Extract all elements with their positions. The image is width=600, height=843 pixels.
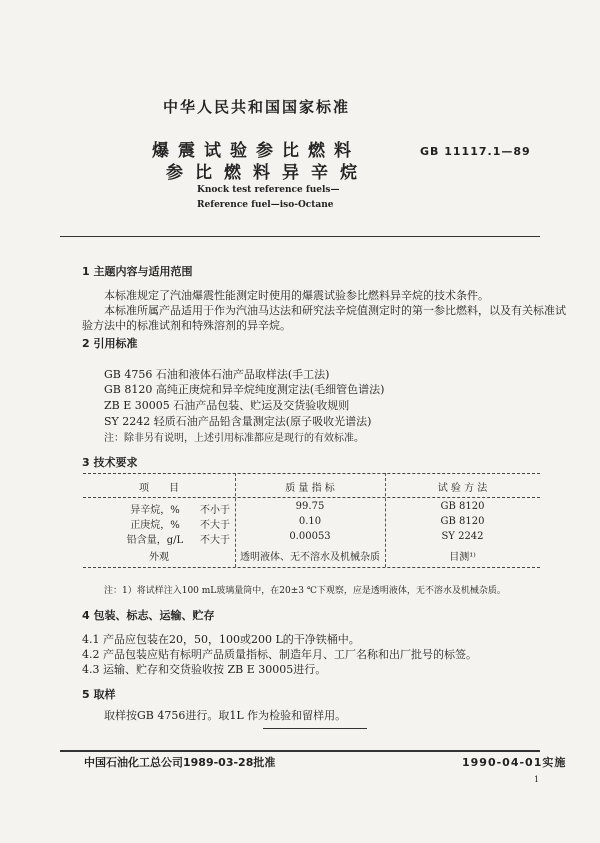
english-title-line1: Knock test reference fuels— — [197, 185, 340, 195]
section-2-note: 注：除非另有说明，上述引用标准都应是现行的有效标准。 — [104, 433, 364, 444]
row-method: GB 8120 — [440, 516, 485, 527]
table-top-rule — [83, 473, 540, 474]
row-limit: 不小于 — [200, 505, 230, 516]
table-header-quality: 质 量 指 标 — [285, 483, 335, 494]
row-method: 目测¹⁾ — [449, 552, 476, 563]
national-standard-label: 中华人民共和国国家标准 — [163, 98, 351, 116]
reference-item: SY 2242 轻质石油产品铅含量测定法(原子吸收光谱法) — [104, 415, 372, 428]
row-item: 正庚烷，% — [130, 520, 180, 531]
section-1-paragraph-2: 本标准所属产品适用于作为汽油马达法和研究法辛烷值测定时的第一参比燃料，以及有关标准试 — [104, 304, 566, 317]
section-1-heading: 1 主题内容与适用范围 — [82, 265, 193, 278]
row-item: 铅含量，g/L — [126, 535, 184, 546]
section-4-item: 4.2 产品包装应贴有标明产品质量指标、制造年月、工厂名称和出厂批号的标签。 — [82, 648, 477, 661]
reference-item: GB 8120 高纯正庚烷和异辛烷纯度测定法(毛细管色谱法) — [104, 383, 385, 396]
row-value: 0.10 — [298, 516, 322, 527]
table-bottom-rule — [83, 567, 540, 568]
implementation-date: 1990-04-01实施 — [462, 756, 567, 769]
row-item: 异辛烷，% — [130, 505, 180, 516]
row-limit: 不大于 — [200, 535, 230, 546]
row-method: SY 2242 — [441, 531, 484, 542]
section-4-item: 4.3 运输、贮存和交货验收按 ZB E 30005进行。 — [82, 663, 327, 676]
page-number: 1 — [534, 775, 540, 784]
section-4-heading: 4 包装、标志、运输、贮存 — [82, 609, 215, 622]
reference-item: GB 4756 石油和液体石油产品取样法(手工法) — [104, 368, 330, 381]
table-footnote: 注：1）将试样注入100 mL玻璃量筒中，在20±3 ℃下观察，应是透明液体，无不溶水及机械杂质。 — [104, 586, 506, 596]
section-1-paragraph-2-cont: 验方法中的标准试剂和特殊溶剂的异辛烷。 — [82, 319, 291, 332]
row-limit: 不大于 — [200, 520, 230, 531]
footer-divider — [60, 750, 540, 752]
approval-date: 中国石油化工总公司1989-03-28批准 — [84, 756, 276, 769]
end-of-text-rule — [263, 728, 367, 729]
standard-number: GB 11117.1—89 — [420, 145, 531, 158]
section-4-item: 4.1 产品应包装在20，50，100或200 L的干净铁桶中。 — [82, 633, 360, 646]
row-value: 99.75 — [295, 501, 325, 512]
table-header-item: 项 目 — [139, 483, 179, 494]
header-divider — [60, 236, 540, 237]
row-value: 透明液体、无不溶水及机械杂质 — [240, 552, 380, 563]
section-1-paragraph-1: 本标准规定了汽油爆震性能测定时使用的爆震试验参比燃料异辛烷的技术条件。 — [104, 289, 489, 302]
english-title-line2: Reference fuel—iso-Octane — [197, 200, 334, 210]
document-title-line1: 爆震试验参比燃料 — [152, 141, 360, 161]
section-5-heading: 5 取样 — [82, 688, 116, 701]
row-value: 0.00053 — [289, 531, 331, 542]
section-5-paragraph: 取样按GB 4756进行。取1L 作为检验和留样用。 — [104, 709, 347, 722]
reference-item: ZB E 30005 石油产品包装、贮运及交货验收规则 — [104, 399, 350, 412]
section-3-heading: 3 技术要求 — [82, 456, 138, 469]
table-header-method: 试 验 方 法 — [437, 483, 488, 494]
row-item: 外观 — [149, 552, 169, 563]
row-method: GB 8120 — [440, 501, 485, 512]
table-header-rule — [83, 497, 540, 498]
section-2-heading: 2 引用标准 — [82, 337, 138, 350]
document-title-line2: 参比燃料异辛烷 — [166, 163, 369, 183]
